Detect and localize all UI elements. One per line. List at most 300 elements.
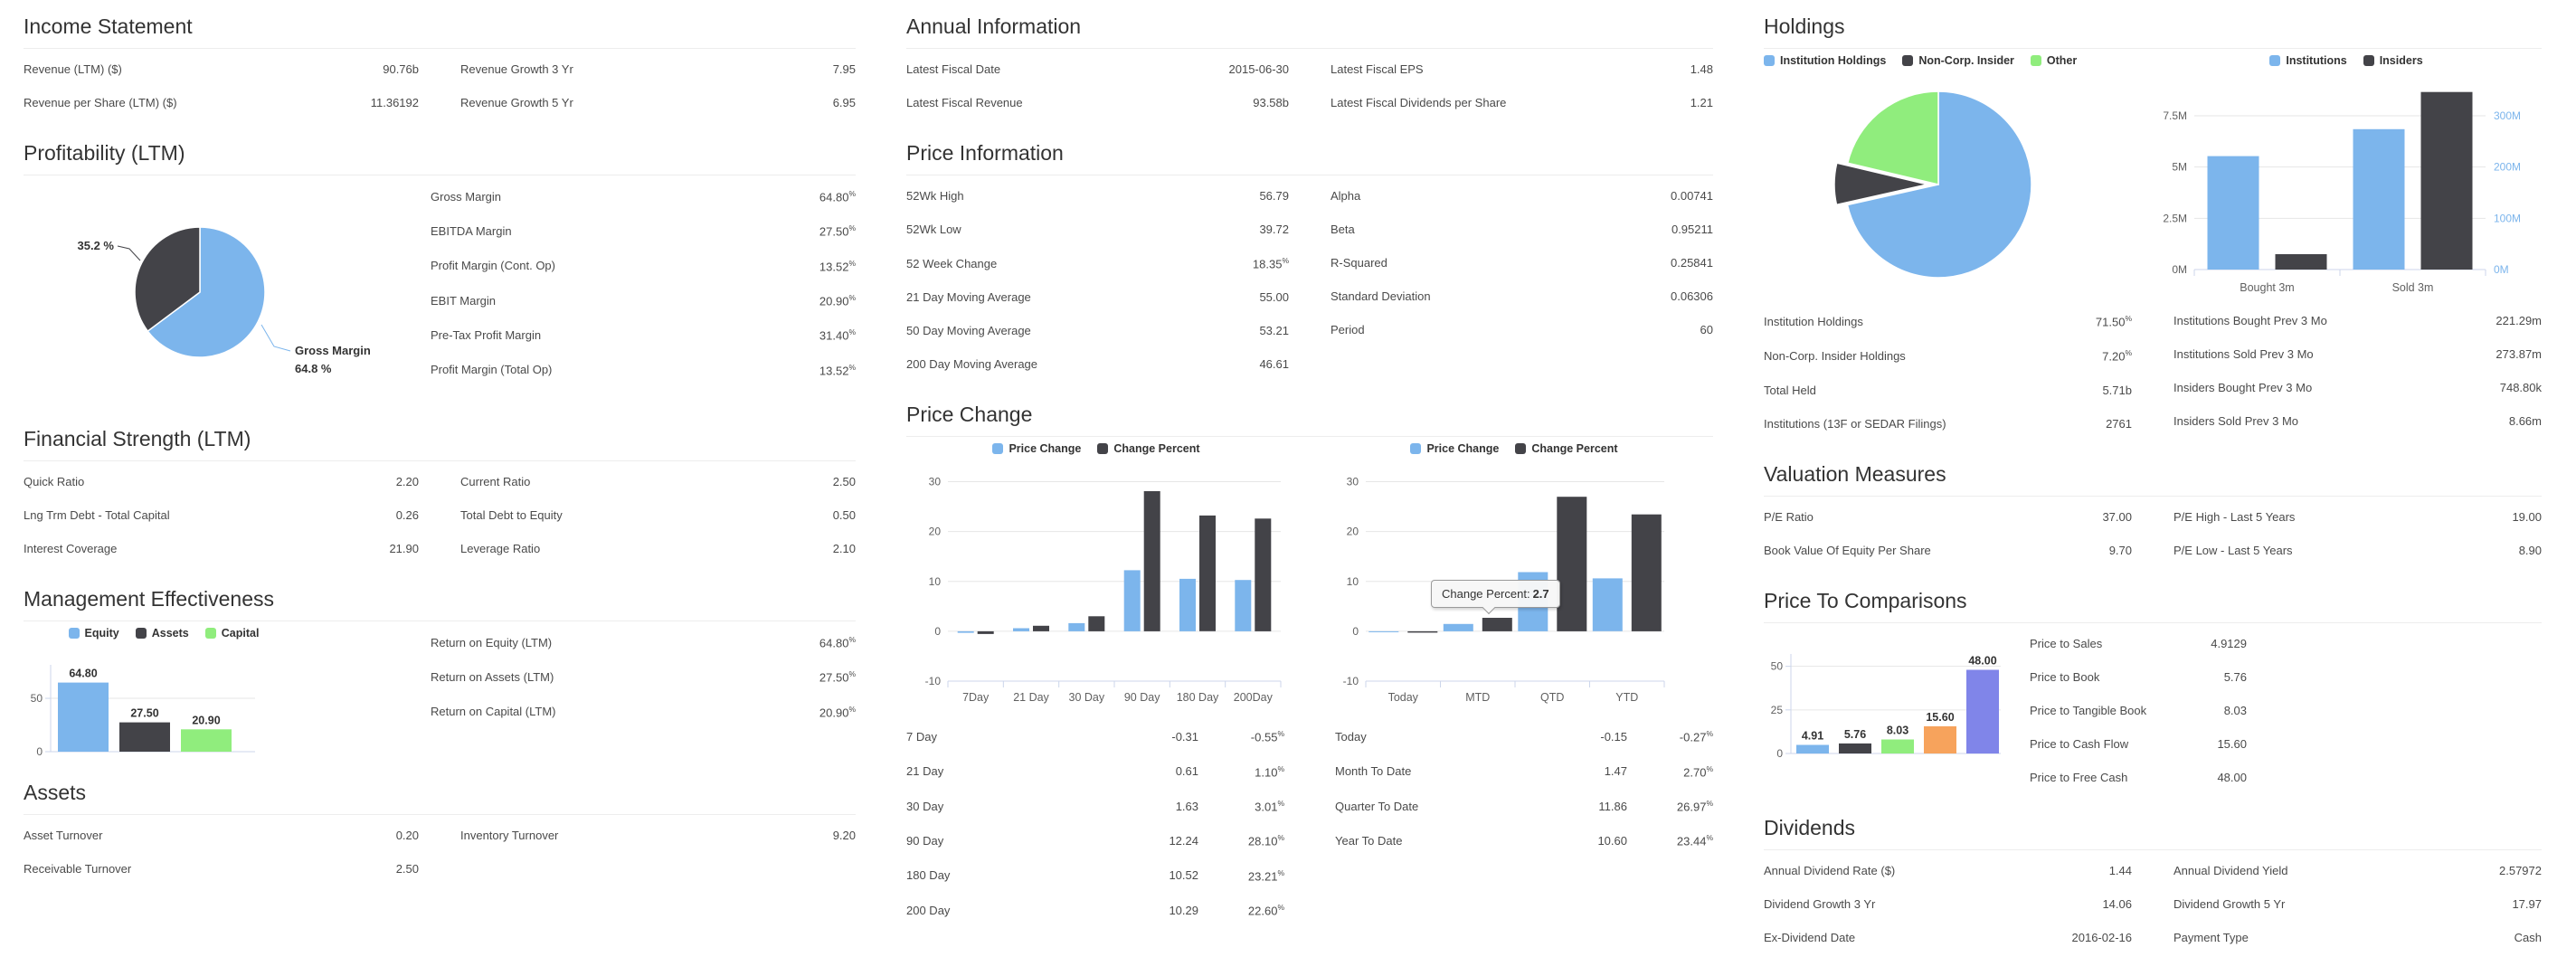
row-value: 0.20 (395, 829, 419, 842)
row-label: Institutions Sold Prev 3 Mo (2174, 347, 2314, 361)
svg-text:7.5M: 7.5M (2163, 109, 2187, 122)
svg-text:27.50: 27.50 (130, 706, 159, 720)
table-row (1335, 754, 1713, 789)
row-value: 64.80% (819, 189, 856, 204)
income-statement-table-right (460, 52, 856, 119)
row-label: Month To Date (1335, 764, 1412, 779)
row-label: 50 Day Moving Average (906, 324, 1031, 338)
table-row (2174, 921, 2542, 954)
row-value: 12.24 (1169, 833, 1198, 848)
table-row (906, 52, 1289, 86)
table-row (1764, 854, 2132, 887)
row-value: 39.72 (1259, 223, 1289, 236)
svg-text:48.00: 48.00 (1968, 654, 1997, 668)
table-row (906, 280, 1289, 314)
table-row (431, 179, 856, 213)
row-label: Latest Fiscal Revenue (906, 96, 1023, 109)
legend-label: Change Percent (1113, 442, 1200, 456)
row-value: Cash (2514, 930, 2542, 944)
table-row (24, 819, 419, 852)
row-label: Pre-Tax Profit Margin (431, 327, 542, 342)
table-row (2174, 304, 2542, 337)
svg-text:100M: 100M (2494, 212, 2522, 225)
svg-text:30: 30 (1346, 475, 1359, 488)
table-row (24, 852, 419, 886)
assets-table-right (460, 819, 856, 852)
row-value: 0.95211 (1671, 223, 1713, 236)
table-row (1331, 52, 1713, 86)
svg-text:QTD: QTD (1540, 691, 1565, 705)
svg-text:5.76: 5.76 (1843, 727, 1867, 741)
holdings-bought-sold-chart[interactable] (2151, 76, 2542, 300)
table-row (906, 314, 1289, 347)
svg-text:2.5M: 2.5M (2163, 212, 2187, 225)
svg-text:Sold 3m: Sold 3m (2391, 281, 2434, 294)
dividends-table-right (2174, 854, 2542, 954)
row-label: Gross Margin (431, 189, 502, 204)
dividends-table-left (1764, 854, 2132, 954)
row-value: 10.52 (1169, 868, 1198, 883)
table-row (24, 465, 419, 498)
svg-text:64.8 %: 64.8 % (295, 362, 332, 375)
section-title: Annual Information (906, 14, 1713, 49)
row-value: 15.60 (2217, 736, 2247, 751)
chart-tooltip (1431, 580, 1560, 608)
row-value: -0.27% (1679, 729, 1713, 744)
price-information-table-right (1331, 179, 1713, 346)
legend-color-swatch (69, 628, 80, 639)
legend-label: Capital (221, 627, 260, 640)
section-price-change (906, 403, 1713, 927)
table-row (24, 498, 419, 532)
row-value: 11.36192 (370, 96, 419, 109)
table-row (906, 179, 1289, 213)
svg-text:Gross Margin: Gross Margin (295, 344, 371, 357)
row-value: -0.15 (1600, 729, 1627, 744)
legend-item[interactable] (136, 627, 189, 640)
row-label: Dividend Growth 3 Yr (1764, 896, 1876, 911)
annual-information-table-right (1331, 52, 1713, 119)
row-value: 8.66m (2508, 414, 2542, 428)
row-value: 23.21% (1247, 867, 1284, 883)
price-information-table-left (906, 179, 1289, 381)
table-row (1331, 213, 1713, 246)
row-value: 55.00 (1259, 290, 1289, 305)
row-label: EBIT Margin (431, 293, 497, 308)
section-title: Income Statement (24, 14, 856, 49)
row-label: Institutions (13F or SEDAR Filings) (1764, 416, 1946, 431)
legend-color-swatch (1515, 443, 1526, 454)
row-value: 1.47 (1604, 764, 1627, 779)
row-value: 46.61 (1259, 357, 1289, 372)
legend-color-swatch (1764, 55, 1775, 66)
valuation-table-left (1764, 500, 2132, 567)
legend-label: Assets (151, 627, 189, 640)
row-value: 14.06 (2102, 896, 2132, 911)
legend-item[interactable] (69, 627, 119, 640)
legend-item[interactable] (1764, 54, 1886, 67)
legend-label: Price Change (1426, 442, 1500, 456)
row-label: 21 Day (906, 764, 944, 779)
row-value: 0.61 (1175, 764, 1198, 779)
row-value: 1.44 (2108, 863, 2132, 877)
row-value: 13.52% (819, 362, 856, 377)
svg-text:300M: 300M (2494, 109, 2522, 122)
income-statement-table-left (24, 52, 419, 119)
legend-color-swatch (992, 443, 1003, 454)
svg-text:MTD: MTD (1465, 691, 1491, 705)
section-valuation-measures (1764, 462, 2542, 567)
row-label: Annual Dividend Rate ($) (1764, 863, 1896, 877)
svg-text:35.2 %: 35.2 % (77, 239, 114, 252)
svg-text:Bought 3m: Bought 3m (2240, 281, 2295, 294)
svg-text:10: 10 (928, 575, 941, 589)
table-row (24, 86, 419, 119)
table-row (431, 695, 856, 729)
row-label: Latest Fiscal Dividends per Share (1331, 96, 1507, 109)
legend-label: Change Percent (1531, 442, 1618, 456)
table-row (1764, 500, 2132, 534)
row-label: Insiders Bought Prev 3 Mo (2174, 381, 2313, 394)
table-row (1764, 304, 2132, 338)
row-value: 6.95 (832, 96, 856, 109)
svg-text:15.60: 15.60 (1926, 710, 1955, 724)
row-label: P/E High - Last 5 Years (2174, 509, 2296, 524)
column-left (24, 14, 856, 976)
row-label: 52Wk Low (906, 223, 961, 236)
row-value: 0.50 (832, 508, 856, 522)
row-label: Quick Ratio (24, 475, 85, 488)
svg-text:0: 0 (934, 625, 941, 639)
price-change-to-date-legend (1324, 441, 1704, 457)
row-label: EBITDA Margin (431, 223, 512, 238)
row-value: 23.44% (1676, 833, 1713, 848)
table-row (2030, 660, 2247, 694)
row-value: 7.20% (2102, 348, 2132, 364)
row-value: 28.10% (1247, 833, 1284, 848)
svg-text:64.80: 64.80 (69, 667, 98, 680)
legend-item[interactable] (1410, 442, 1499, 455)
legend-item[interactable] (992, 442, 1081, 455)
row-label: 7 Day (906, 729, 937, 744)
table-row (431, 317, 856, 352)
svg-text:5M: 5M (2172, 160, 2187, 174)
table-row (460, 819, 856, 852)
row-value: 90.76b (383, 62, 419, 76)
row-label: Today (1335, 729, 1367, 744)
holdings-table-right (2174, 304, 2542, 438)
legend-color-swatch (2363, 55, 2374, 66)
section-title: Valuation Measures (1764, 462, 2542, 497)
table-row (460, 52, 856, 86)
table-row (906, 823, 1284, 858)
row-label: Book Value Of Equity Per Share (1764, 543, 1931, 557)
svg-text:-10: -10 (1342, 675, 1359, 688)
table-row (906, 719, 1284, 753)
row-label: Price to Cash Flow (2030, 736, 2129, 751)
row-value: 7.95 (832, 62, 856, 76)
row-label: Institution Holdings (1764, 314, 1863, 328)
price-to-comparisons-chart[interactable] (1764, 640, 2010, 766)
row-value: 9.70 (2108, 543, 2132, 557)
row-value: 2.50 (395, 862, 419, 876)
row-label: Total Debt to Equity (460, 508, 563, 522)
table-row (1764, 921, 2132, 954)
table-row (906, 893, 1284, 927)
legend-item[interactable] (2363, 54, 2423, 67)
row-value: 2761 (2106, 416, 2132, 431)
price-change-periods-table (906, 719, 1284, 927)
price-change-to-date-table (1335, 719, 1713, 927)
row-value: 748.80k (2499, 381, 2542, 394)
row-label: Return on Equity (LTM) (431, 635, 553, 649)
svg-text:200Day: 200Day (1233, 691, 1273, 705)
row-value: 273.87m (2496, 347, 2542, 361)
section-income-statement (24, 14, 856, 119)
row-value: -0.55% (1250, 729, 1284, 744)
legend-item[interactable] (205, 627, 260, 640)
section-title: Price To Comparisons (1764, 589, 2542, 623)
table-row (2030, 761, 2247, 794)
table-row (2174, 854, 2542, 887)
row-value: 8.90 (2518, 543, 2542, 557)
row-label: Latest Fiscal EPS (1331, 62, 1424, 76)
row-label: Revenue Growth 3 Yr (460, 62, 573, 76)
legend-item[interactable] (2031, 54, 2077, 67)
legend-label: Other (2046, 54, 2078, 67)
svg-text:30: 30 (928, 475, 941, 488)
row-label: Payment Type (2174, 930, 2249, 944)
row-value: 2.57972 (2499, 863, 2542, 877)
row-value: 8.03 (2223, 703, 2247, 717)
table-row (906, 789, 1284, 823)
svg-text:0: 0 (36, 745, 43, 758)
row-label: Insiders Sold Prev 3 Mo (2174, 414, 2299, 428)
row-label: Profit Margin (Cont. Op) (431, 259, 555, 273)
row-value: 2.10 (832, 542, 856, 555)
legend-item[interactable] (2269, 54, 2346, 67)
svg-text:0: 0 (1352, 625, 1359, 639)
table-row (431, 353, 856, 387)
row-value: 20.90% (819, 704, 856, 719)
row-label: 200 Day (906, 903, 951, 917)
table-row (1335, 789, 1713, 823)
table-row (1764, 887, 2132, 921)
table-row (2030, 727, 2247, 761)
financial-strength-table-right (460, 465, 856, 565)
svg-text:YTD: YTD (1615, 691, 1639, 705)
svg-text:20.90: 20.90 (192, 714, 221, 727)
annual-information-table-left (906, 52, 1289, 119)
row-label: Standard Deviation (1331, 289, 1431, 303)
section-management-effectiveness (24, 587, 856, 759)
table-row (1331, 280, 1713, 313)
svg-text:25: 25 (1770, 703, 1783, 716)
management-chart-legend (24, 625, 304, 641)
table-row (2174, 534, 2542, 567)
row-label: R-Squared (1331, 256, 1387, 270)
section-title: Assets (24, 781, 856, 815)
row-label: Year To Date (1335, 833, 1403, 848)
legend-label: Non-Corp. Insider (1918, 54, 2014, 67)
row-label: Interest Coverage (24, 542, 118, 555)
table-row (1331, 179, 1713, 213)
svg-text:7Day: 7Day (962, 691, 990, 705)
row-value: 22.60% (1247, 902, 1284, 918)
legend-label: Insiders (2379, 54, 2423, 67)
legend-label: Equity (84, 627, 119, 640)
table-row (2174, 887, 2542, 921)
row-label: Period (1331, 323, 1365, 336)
row-label: 90 Day (906, 833, 944, 848)
row-value: 2016-02-16 (2071, 930, 2132, 944)
row-value: 0.26 (395, 508, 419, 522)
svg-text:20: 20 (1346, 525, 1359, 538)
row-label: 52Wk High (906, 189, 964, 203)
row-value: 0.06306 (1671, 289, 1713, 303)
row-value: 1.21 (1690, 96, 1713, 109)
table-row (431, 659, 856, 694)
row-label: Revenue Growth 5 Yr (460, 96, 573, 109)
holdings-pie-legend (1764, 52, 2151, 69)
section-title: Profitability (LTM) (24, 141, 856, 175)
row-label: 180 Day (906, 868, 951, 883)
legend-color-swatch (2031, 55, 2041, 66)
table-row (906, 858, 1284, 893)
section-title: Management Effectiveness (24, 587, 856, 621)
column-middle (906, 14, 1713, 976)
table-row (906, 86, 1289, 119)
table-row (1331, 313, 1713, 346)
svg-text:0M: 0M (2494, 263, 2509, 276)
svg-text:10: 10 (1346, 575, 1359, 589)
row-value: 2.50 (832, 475, 856, 488)
row-value: 71.50% (2095, 314, 2132, 329)
row-label: 52 Week Change (906, 256, 998, 270)
row-value: 27.50% (819, 223, 856, 239)
row-label: Price to Tangible Book (2030, 703, 2147, 717)
table-row (460, 498, 856, 532)
legend-color-swatch (1097, 443, 1108, 454)
row-value: -0.31 (1171, 729, 1198, 744)
table-row (431, 283, 856, 317)
price-to-comparisons-table (2030, 627, 2247, 794)
row-value: 0.25841 (1671, 256, 1713, 270)
row-value: 221.29m (2496, 314, 2542, 327)
table-row (431, 249, 856, 283)
row-label: Price to Free Cash (2030, 770, 2128, 784)
row-value: 3.01% (1255, 798, 1284, 814)
row-label: Latest Fiscal Date (906, 62, 1001, 76)
row-value: 31.40% (819, 327, 856, 343)
svg-text:4.91: 4.91 (1801, 729, 1824, 743)
row-label: Lng Trm Debt - Total Capital (24, 508, 170, 522)
legend-item[interactable] (1097, 442, 1199, 455)
row-value: 27.50% (819, 669, 856, 685)
svg-text:8.03: 8.03 (1886, 724, 1909, 737)
svg-text:50: 50 (30, 692, 43, 706)
tooltip-label: Change Percent: (1442, 587, 1530, 602)
column-right (1764, 14, 2542, 976)
svg-text:0: 0 (1776, 746, 1783, 760)
valuation-table-right (2174, 500, 2542, 567)
row-label: Asset Turnover (24, 829, 103, 842)
holdings-bar-legend (2151, 52, 2542, 69)
row-label: 21 Day Moving Average (906, 290, 1031, 305)
holdings-pie-chart[interactable] (1764, 76, 2151, 300)
legend-color-swatch (1410, 443, 1421, 454)
row-value: 1.63 (1175, 799, 1198, 813)
row-label: Current Ratio (460, 475, 531, 488)
table-row (906, 347, 1289, 381)
section-financial-strength (24, 427, 856, 565)
price-change-periods-chart[interactable] (906, 464, 1286, 710)
row-label: Ex-Dividend Date (1764, 930, 1856, 944)
row-label: P/E Ratio (1764, 509, 1814, 524)
row-value: 18.35% (1252, 256, 1289, 271)
table-row (1331, 246, 1713, 280)
svg-text:30 Day: 30 Day (1068, 691, 1105, 705)
section-title: Price Change (906, 403, 1713, 437)
svg-text:20: 20 (928, 525, 941, 538)
section-dividends (1764, 816, 2542, 954)
holdings-table-left (1764, 304, 2132, 441)
row-value: 48.00 (2217, 770, 2247, 784)
profitability-pie-chart[interactable] (24, 179, 431, 405)
row-value: 19.00 (2512, 509, 2542, 524)
table-row (906, 246, 1289, 280)
row-label: Profit Margin (Total Op) (431, 363, 553, 377)
svg-text:0M: 0M (2172, 263, 2187, 276)
row-value: 0.00741 (1671, 189, 1713, 203)
tooltip-value: 2.7 (1532, 587, 1549, 602)
row-label: Institutions Bought Prev 3 Mo (2174, 314, 2327, 327)
svg-text:-10: -10 (924, 675, 941, 688)
row-label: Price to Book (2030, 669, 2100, 684)
legend-item[interactable] (1902, 54, 2014, 67)
section-annual-information (906, 14, 1713, 119)
table-row (2030, 627, 2247, 660)
row-value: 56.79 (1259, 189, 1289, 203)
row-value: 10.60 (1597, 833, 1627, 848)
row-value: 1.10% (1255, 763, 1284, 779)
legend-item[interactable] (1515, 442, 1617, 455)
price-change-periods-legend (906, 441, 1286, 457)
section-price-information (906, 141, 1713, 381)
table-row (431, 213, 856, 248)
profitability-margins-table (431, 179, 856, 387)
row-label: Return on Capital (LTM) (431, 705, 556, 719)
row-value: 20.90% (819, 292, 856, 308)
legend-color-swatch (2269, 55, 2280, 66)
table-row (24, 52, 419, 86)
table-row (1764, 338, 2132, 373)
management-bar-chart[interactable] (24, 649, 431, 759)
financial-strength-table-left (24, 465, 419, 565)
row-label: Return on Assets (LTM) (431, 669, 554, 684)
table-row (1764, 534, 2132, 567)
svg-text:Today: Today (1387, 691, 1418, 705)
row-value: 37.00 (2102, 509, 2132, 524)
row-value: 64.80% (819, 635, 856, 650)
svg-text:180 Day: 180 Day (1176, 691, 1219, 705)
row-label: Beta (1331, 223, 1355, 236)
row-value: 9.20 (832, 829, 856, 842)
row-label: Receivable Turnover (24, 862, 132, 876)
row-value: 17.97 (2512, 896, 2542, 911)
row-value: 26.97% (1676, 798, 1713, 814)
legend-color-swatch (136, 628, 147, 639)
